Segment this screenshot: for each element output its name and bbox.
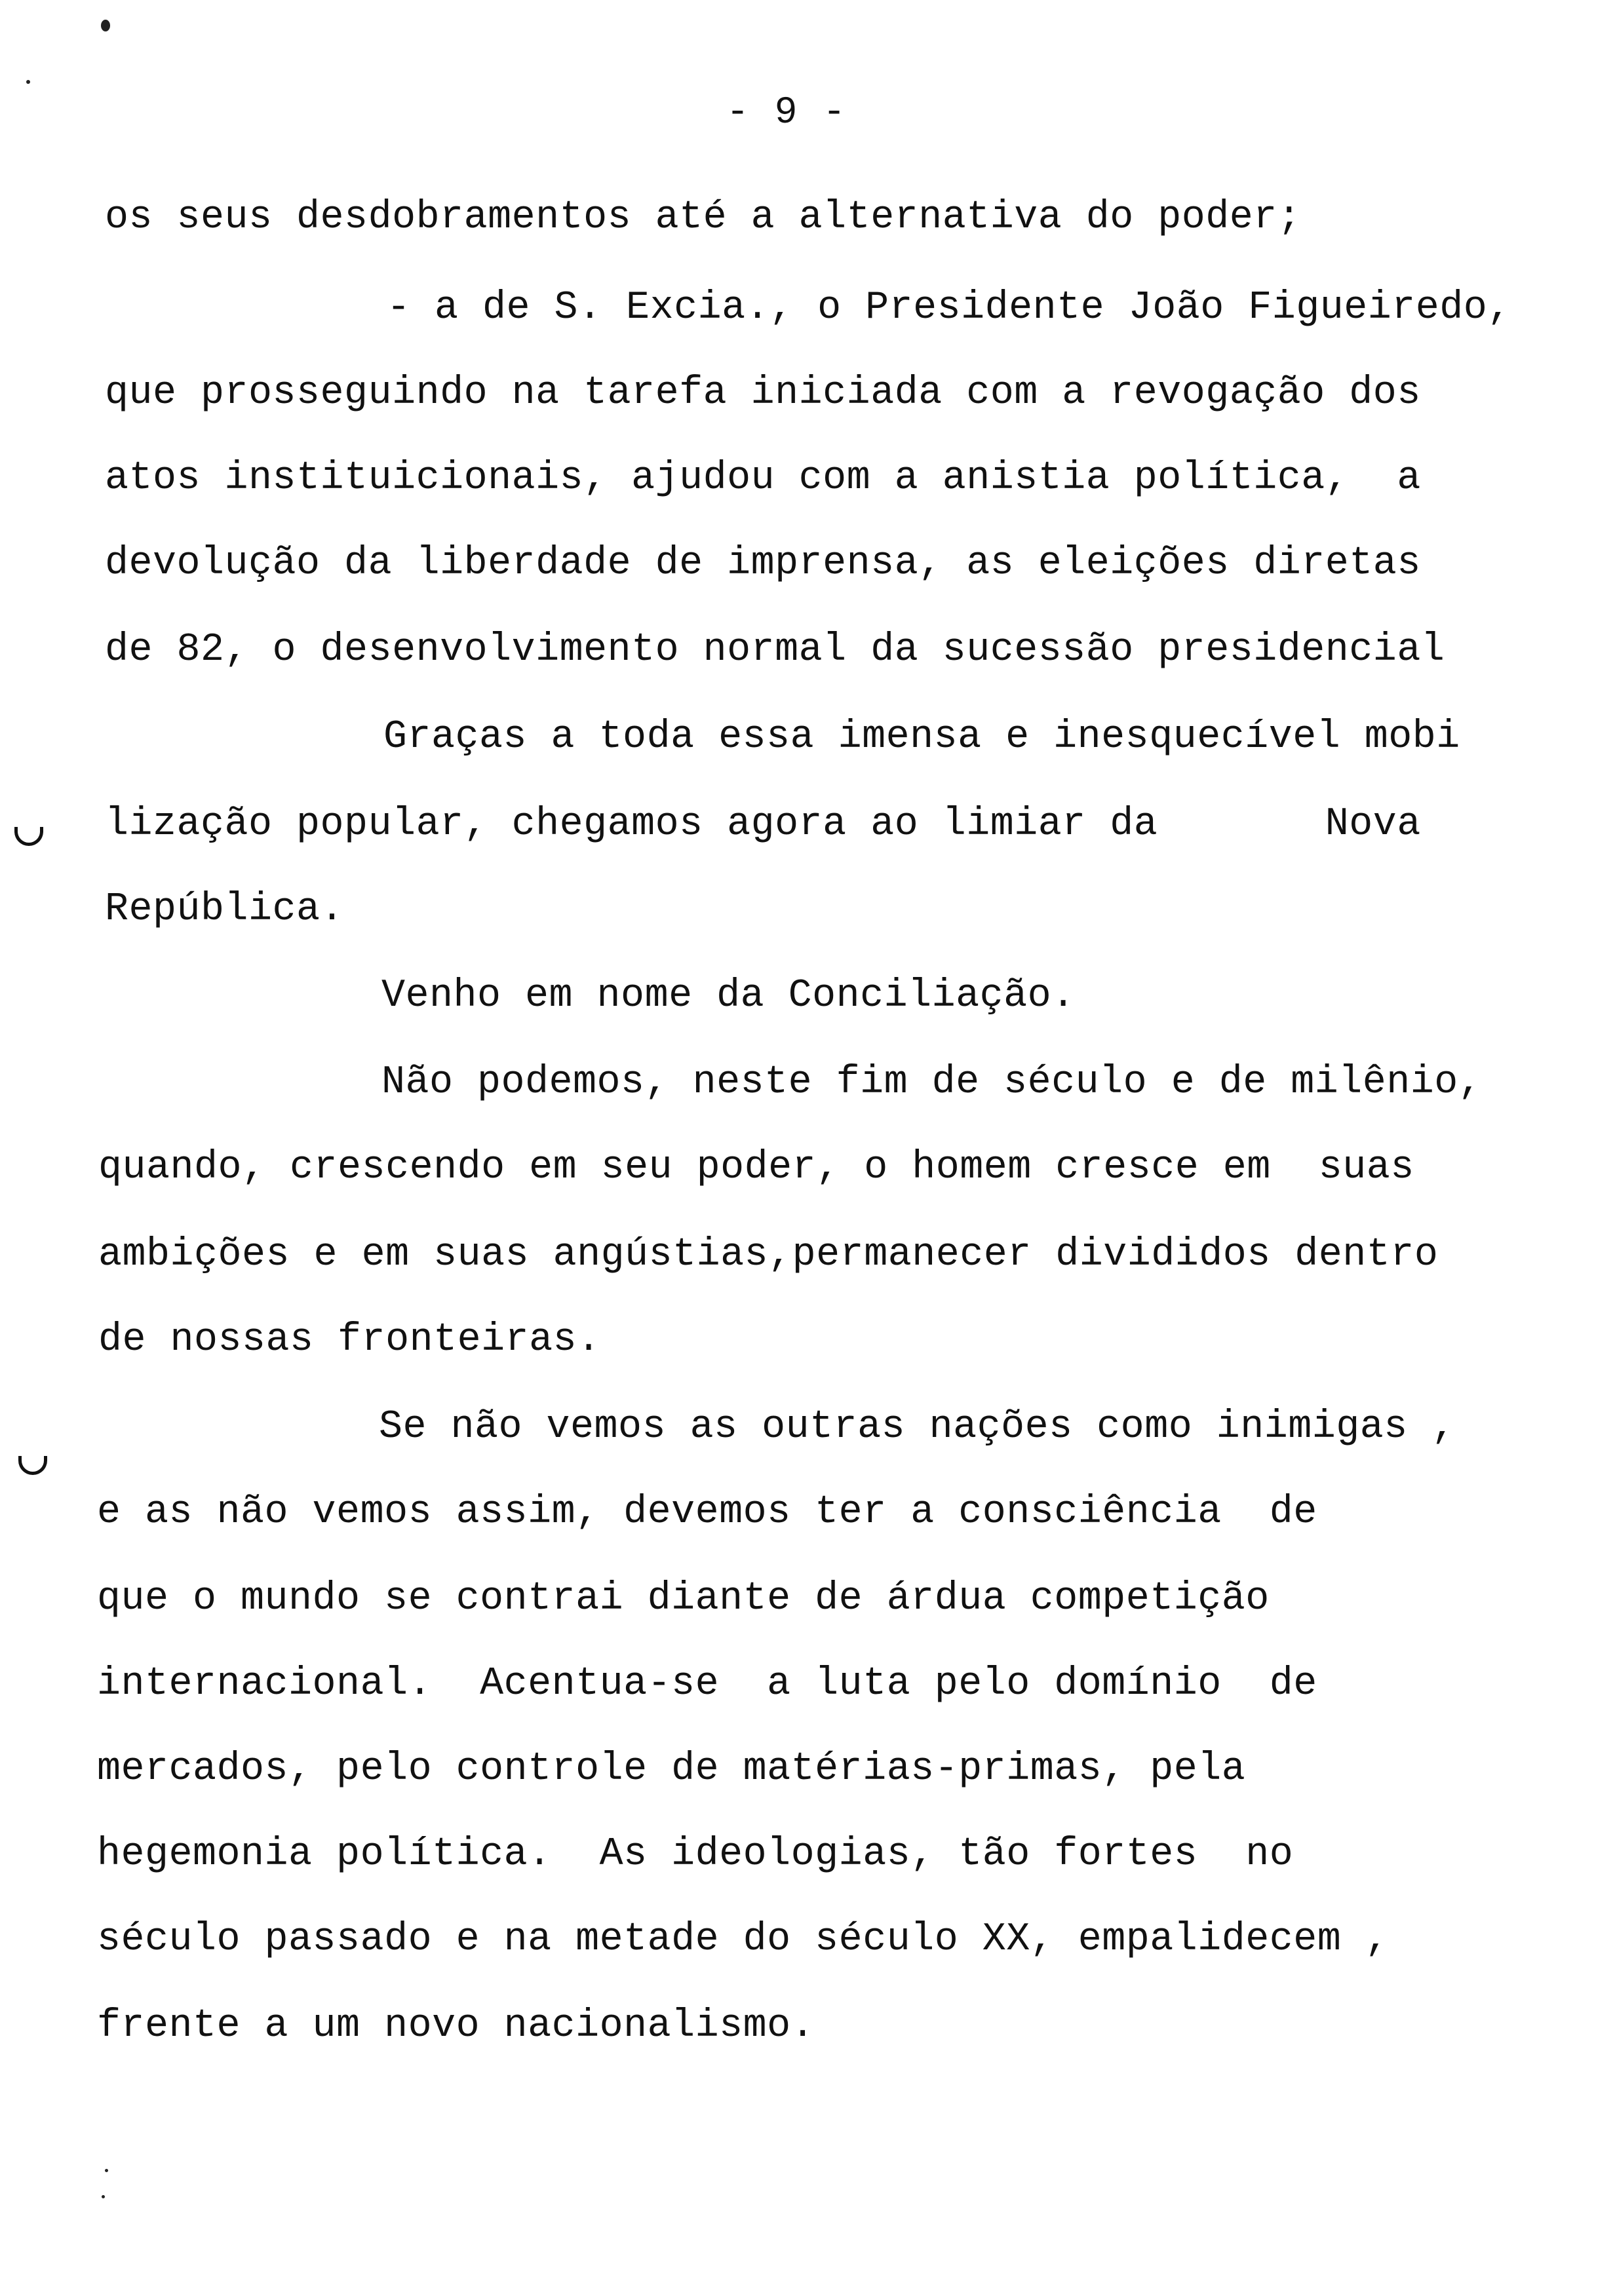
text-line: internacional. Acentua-se a luta pelo domínio de <box>97 1662 1317 1706</box>
text-line: que prosseguindo na tarefa iniciada com a revogação dos <box>105 371 1421 415</box>
text-line: Não podemos, neste fim de século e de milênio, <box>381 1060 1483 1105</box>
text-line: devolução da liberdade de imprensa, as eleições diretas <box>105 541 1421 586</box>
ink-speck <box>105 2169 108 2172</box>
ink-speck <box>26 80 30 84</box>
text-line: ambições e em suas angústias,permanecer divididos dentro <box>98 1233 1439 1277</box>
text-line: Graças a toda essa imensa e inesquecível mobi <box>383 715 1460 759</box>
text-line: quando, crescendo em seu poder, o homem cresce em suas <box>98 1145 1414 1190</box>
text-line: os seus desdobramentos até a alternativa do poder; <box>105 195 1302 240</box>
text-line: lização popular, chegamos agora ao limiar da Nova <box>105 802 1421 847</box>
text-line: que o mundo se contrai diante de árdua competição <box>97 1577 1270 1621</box>
margin-mark <box>14 827 43 846</box>
text-line: de 82, o desenvolvimento normal da sucessão presidencial <box>105 628 1445 672</box>
text-line: hegemonia política. As ideologias, tão fortes no <box>97 1832 1294 1877</box>
text-line: século passado e na metade do século XX, empalidecem , <box>97 1917 1390 1962</box>
ink-speck <box>102 2195 105 2198</box>
page-number: - 9 - <box>726 92 847 134</box>
ink-dot <box>101 20 110 31</box>
text-line: e as não vemos assim, devemos ter a consciência de <box>97 1490 1317 1535</box>
text-line: República. <box>105 887 345 932</box>
text-line: frente a um novo nacionalismo. <box>97 2004 815 2048</box>
text-line: Se não vemos as outras nações como inimigas , <box>379 1405 1456 1449</box>
text-line: de nossas fronteiras. <box>98 1318 601 1362</box>
margin-mark <box>18 1456 47 1475</box>
text-line: mercados, pelo controle de matérias-primas, pela <box>97 1747 1246 1791</box>
text-line: Venho em nome da Conciliação. <box>381 974 1076 1018</box>
text-line: - a de S. Excia., o Presidente João Figueiredo, <box>387 286 1511 330</box>
text-line: atos instituicionais, ajudou com a anistia política, a <box>105 456 1421 501</box>
